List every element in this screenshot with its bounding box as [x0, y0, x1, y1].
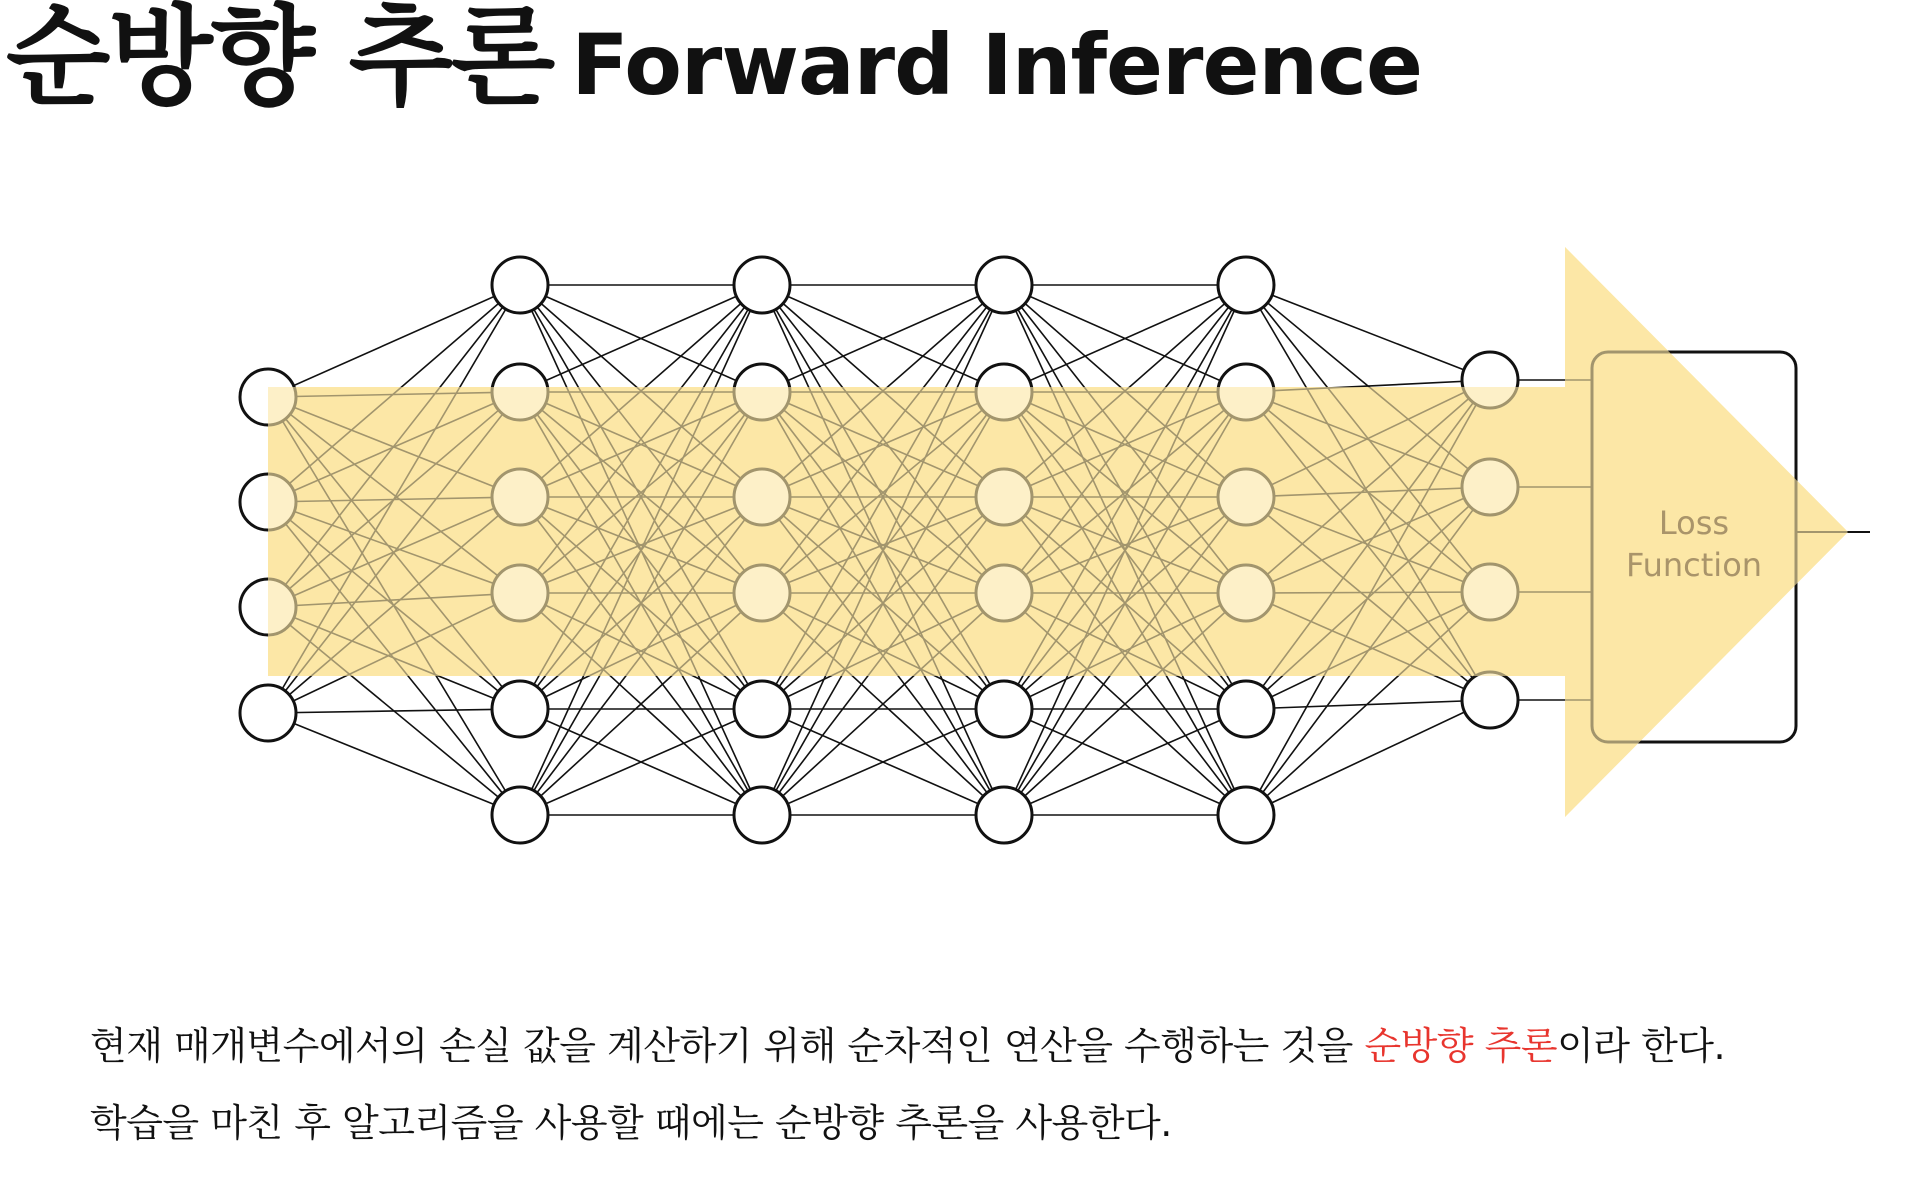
edge-l4-n0-to-n0 — [1246, 285, 1490, 380]
loss-function-label-line2: Function — [1625, 546, 1763, 584]
edge-l0-n3-to-n4 — [268, 709, 520, 713]
description-line-2: 학습을 마친 후 알고리즘을 사용할 때에는 순방향 추론을 사용한다. — [90, 1101, 1172, 1145]
node-layer-4-4 — [1218, 681, 1274, 737]
title-english: Forward Inference — [571, 16, 1422, 114]
node-layer-1-0 — [492, 257, 548, 313]
description-line-1-end: 이라 한다. — [1557, 1024, 1726, 1068]
node-layer-3-4 — [976, 681, 1032, 737]
node-layer-1-4 — [492, 681, 548, 737]
description-line-1 — [90, 1015, 1725, 1070]
node-layer-1-5 — [492, 787, 548, 843]
node-layer-2-4 — [734, 681, 790, 737]
title-korean: 순방향 추론 — [6, 0, 554, 120]
node-layer-2-0 — [734, 257, 790, 313]
node-layer-0-3 — [240, 685, 296, 741]
edge-l0-n3-to-n5 — [268, 713, 520, 815]
node-layer-2-5 — [734, 787, 790, 843]
edge-l0-n0-to-n0 — [268, 285, 520, 397]
edge-l4-n5-to-n3 — [1246, 700, 1490, 815]
node-layer-3-5 — [976, 787, 1032, 843]
description-highlight: 순방향 추론 — [1364, 1024, 1558, 1068]
description-line-1-text: 현재 매개변수에서의 손실 값을 계산하기 위해 순차적인 연산을 수행하는 것을 — [90, 1024, 1365, 1068]
node-layer-5-3 — [1462, 672, 1518, 728]
node-layer-4-5 — [1218, 787, 1274, 843]
node-layer-4-0 — [1218, 257, 1274, 313]
node-layer-3-0 — [976, 257, 1032, 313]
loss-function-label-line1: Loss — [1658, 504, 1730, 542]
